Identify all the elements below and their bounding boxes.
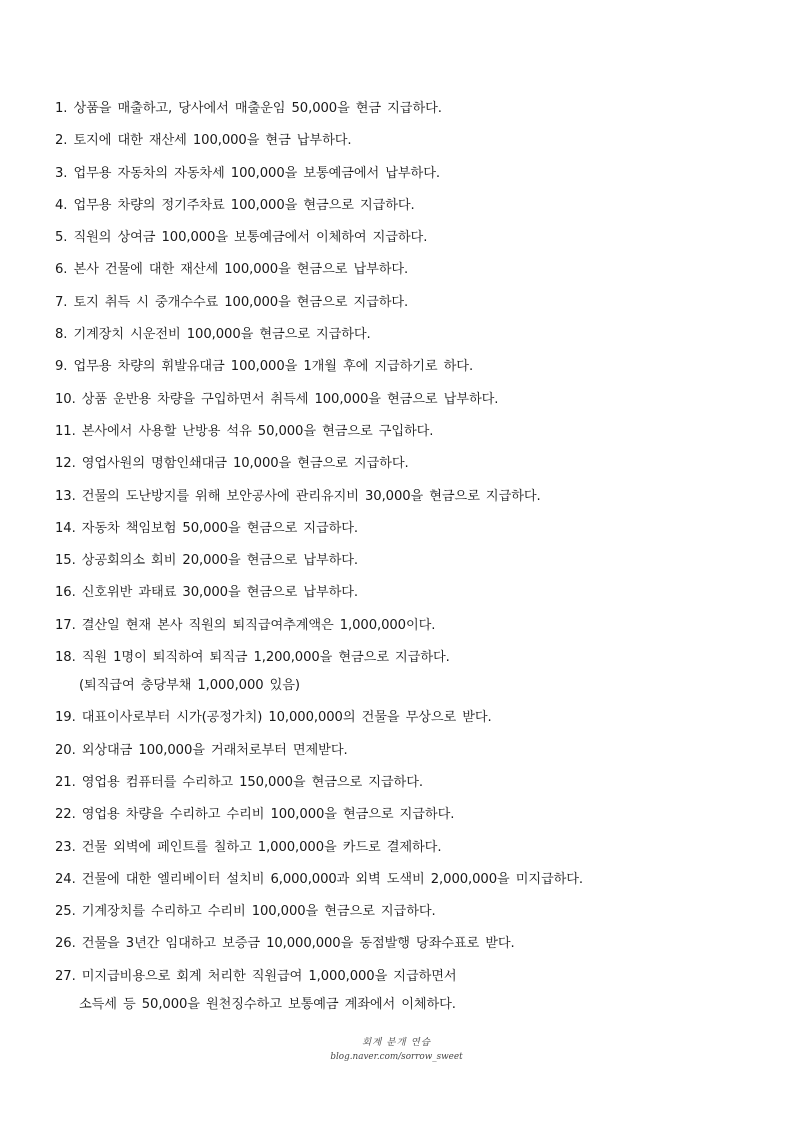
exercise-text: 13. 건물의 도난방지를 위해 보안공사에 관리유지비 30,000을 현금으로 지급하다. [55, 488, 541, 504]
exercise-item [55, 647, 755, 697]
exercise-text: 8. 기계장치 시운전비 100,000을 현금으로 지급하다. [55, 327, 371, 343]
exercise-item [55, 707, 755, 729]
exercise-item [55, 518, 755, 540]
exercise-item [55, 582, 755, 604]
exercise-item [55, 324, 755, 346]
exercise-text: 26. 건물을 3년간 임대하고 보증금 10,000,000을 동점발행 당좌수표로 받다. [55, 936, 515, 952]
exercise-item [55, 804, 755, 826]
exercise-item [55, 227, 755, 249]
exercise-item [55, 292, 755, 314]
exercise-text: 18. 직원 1명이 퇴직하여 퇴직금 1,200,000을 현금으로 지급하다. [55, 650, 450, 666]
exercise-text: 2. 토지에 대한 재산세 100,000을 현금 납부하다. [55, 133, 352, 149]
exercise-continuation: 소득세 등 50,000을 원천징수하고 보통예금 계좌에서 이체하다. [79, 996, 456, 1012]
exercise-item [55, 389, 755, 411]
exercise-text: 14. 자동차 책임보험 50,000을 현금으로 지급하다. [55, 520, 358, 536]
exercise-item [55, 901, 755, 923]
exercise-text: 10. 상품 운반용 차량을 구입하면서 취득세 100,000을 현금으로 납부하다. [55, 391, 499, 407]
exercise-text: 20. 외상대금 100,000을 거래처로부터 면제받다. [55, 742, 348, 758]
exercise-text: 19. 대표이사로부터 시가(공정가치) 10,000,000의 건물을 무상으로 받다. [55, 710, 492, 726]
exercise-text: 6. 본사 건물에 대한 재산세 100,000을 현금으로 납부하다. [55, 262, 409, 278]
exercise-text: 27. 미지급비용으로 회계 처리한 직원급여 1,000,000을 지급하면서 [55, 968, 457, 984]
exercise-text: 25. 기계장치를 수리하고 수리비 100,000을 현금으로 지급하다. [55, 904, 436, 920]
exercise-item [55, 421, 755, 443]
exercise-text: 15. 상공회의소 회비 20,000을 현금으로 납부하다. [55, 553, 358, 569]
exercise-text: 16. 신호위반 과태료 30,000을 현금으로 납부하다. [55, 585, 358, 601]
exercise-item [55, 615, 755, 637]
exercise-item [55, 453, 755, 475]
exercise-item [55, 837, 755, 859]
exercise-item [55, 195, 755, 217]
exercise-text: 12. 영업사원의 명함인쇄대금 10,000을 현금으로 지급하다. [55, 456, 409, 472]
exercise-text: 5. 직원의 상여금 100,000을 보통예금에서 이체하여 지급하다. [55, 230, 428, 246]
exercise-text: 1. 상품을 매출하고, 당사에서 매출운임 50,000을 현금 지급하다. [55, 101, 442, 116]
exercise-text: 21. 영업용 컴퓨터를 수리하고 150,000을 현금으로 지급하다. [55, 774, 423, 790]
exercise-text: 9. 업무용 차량의 휘발유대금 100,000을 1개월 후에 지급하기로 하다. [55, 359, 474, 375]
exercise-item [55, 259, 755, 281]
exercise-item [55, 130, 755, 152]
exercise-text: 23. 건물 외벽에 페인트를 칠하고 1,000,000을 카드로 결제하다. [55, 839, 442, 855]
exercise-list [55, 98, 755, 1026]
exercise-text: 11. 본사에서 사용할 난방용 석유 50,000을 현금으로 구입하다. [55, 423, 434, 439]
exercise-item [55, 356, 755, 378]
exercise-text: 22. 영업용 차량을 수리하고 수리비 100,000을 현금으로 지급하다. [55, 807, 455, 823]
exercise-item [55, 933, 755, 955]
footer-title: 회계 분개 연습 [361, 1037, 432, 1048]
exercise-item [55, 486, 755, 508]
exercise-item [55, 98, 755, 120]
exercise-text: 3. 업무용 자동차의 자동차세 100,000을 보통예금에서 납부하다. [55, 165, 440, 181]
exercise-item [55, 869, 755, 891]
exercise-text: 17. 결산일 현재 본사 직원의 퇴직급여추계액은 1,000,000이다. [55, 617, 436, 633]
exercise-item [55, 740, 755, 762]
exercise-item [55, 550, 755, 572]
exercise-text: 4. 업무용 차량의 정기주차료 100,000을 현금으로 지급하다. [55, 197, 415, 213]
footer-url: blog.naver.com/sorrow_sweet [330, 1052, 463, 1062]
exercise-item [55, 966, 755, 1016]
exercise-text: 24. 건물에 대한 엘리베이터 설치비 6,000,000과 외벽 도색비 2,000,000을 미지급하다. [55, 871, 584, 887]
exercise-text: 7. 토지 취득 시 중개수수료 100,000을 현금으로 지급하다. [55, 294, 409, 310]
exercise-continuation: (퇴직급여 충당부채 1,000,000 있음) [79, 678, 300, 694]
exercise-item [55, 163, 755, 185]
exercise-item [55, 772, 755, 794]
